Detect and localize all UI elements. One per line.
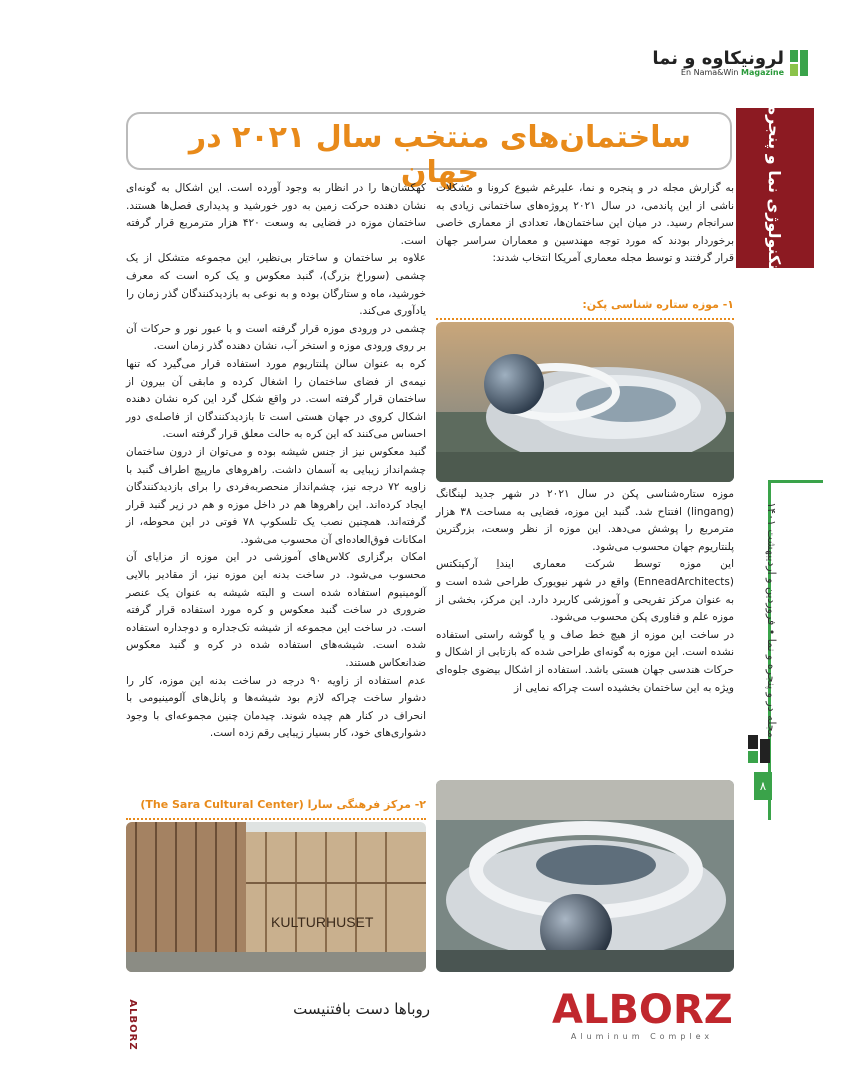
paragraph: امکان برگزاری کلاس‌های آموزشی در این موزه از مزایای آن محسوب می‌شود. در ساخت بدنه این موزه نیز، از مقادیر بالایی آلومینیوم استفاده شده است و البته شیشه به عنوان یک عنصر ضروری در ساخت گنبد معکوس و کره مورد استفاده قرار گرفته است. در ساخت این مجموعه از شیشه تک‌جداره و دوجداره استفاده شده است. شیشه‌های استفاده شده در کره و گنبد معکوس ضدانعکاس هستند. xyxy=(126,551,426,670)
section-tab-label: تکنولوژی نما و پنجره xyxy=(765,105,785,271)
caption-beijing-planetarium: ۱- موزه ستاره شناسی پکن: xyxy=(582,298,734,311)
caption-divider xyxy=(436,318,734,320)
logo-mark-icon xyxy=(790,50,810,76)
paragraph: کره به عنوان سالن پلنتاریوم مورد استفاده قرار می‌گیرد که تنها نیمه‌ی از فضای ساختمان را اشغال کرده و مابقی آن بیرون از ساختمان قرار گرفته است. در واقع شکل گرد این کره نشان دهنده اشکال کروی در جهان هستی است تا بازدیدکنندگان از فاصله‌ی دور احساس می‌کنند که این کره به حالت معلق قرار گرفته است. xyxy=(126,357,426,441)
paragraph: گنبد معکوس نیز از جنس شیشه بوده و می‌توان از درون ساختمان چشم‌انداز زیبایی به آسمان داشت. راهروهای مارپیچ اطراف گنبد با زاویه ۷۲ درجه نیز، چشم‌انداز منحصربه‌فردی را برای بازدیدکنندگان ایجاد کرده‌اند. این راهروها هم در داخل موزه و هم در زیر گنبد قرار گرفته‌اند. همچنین نصب یک تلسکوپ ۷۸ فوتی در این محوطه، از امکانات فوق‌العاده‌ای آن محسوب می‌شود. xyxy=(126,445,426,546)
paragraph: موزه ستاره‌شناسی پکن در سال ۲۰۲۱ در شهر جدید لینگانگ (lingang) افتتاح شد. گنبد این موزه، فضایی به مساحت ۳۸ هزار مترمربع را پوشش می‌دهد. این موزه از نظر وسعت، بزرگترین پلنتاریوم جهان محسوب می‌شود. xyxy=(436,488,735,553)
paragraph: چشمی در ورودی موزه قرار گرفته است و با عبور نور و حرکات آن بر روی ورودی موزه و استخر آب، نشان دهنده گذر زمان است. xyxy=(126,322,426,353)
alborz-small-logo: ALBORZ xyxy=(127,999,139,1051)
page-title: ساختمان‌های منتخب سال ۲۰۲۱ در جهان xyxy=(188,120,692,190)
logo-brand-fa: لرونیکاوه و نما xyxy=(652,48,784,69)
paragraph: عدم استفاده از زاویه ۹۰ درجه در ساخت بدنه این موزه، کار را دشوار ساخت چراکه لازم بود شیشه‌ها و پانل‌های آلومینیومی با انحراف در کنار هم چیده شوند. چیدمان چنین مجموعه‌ای با وجود دشواری‌های خود، کار بسیار زیبایی رقم زده است. xyxy=(126,674,426,740)
alborz-logo-tagline: Aluminum Complex xyxy=(570,1032,714,1041)
side-rule xyxy=(768,480,823,483)
alborz-logo-name: ALBORZ xyxy=(552,987,733,1033)
magazine-logo xyxy=(640,46,810,82)
paragraph: علاوه بر ساختمان و ساختار بی‌نظیر، این مجموعه متشکل از یک چشمی (سوراخ بزرگ)، گنبد معکوس و یک کره است که معرف خورشید، ماه و ستارگان بوده و به نوعی به بازدیدکنندگان گذر زمان را یادآوری می‌کند. xyxy=(126,252,426,318)
issue-info xyxy=(752,502,792,738)
sara-cultural-center-photo xyxy=(126,822,426,972)
right-column-text xyxy=(436,486,734,776)
intro-paragraph: به گزارش مجله در و پنجره و نما، علیرغم شیوع کرونا و مشکلات ناشی از این پاندمی، در سال ۲۰۲۱ پروژه‌های ساختمانی زیادی به سرانجام رسید. در میان این ساختمان‌ها، تعدادی از معماری خاصی برخوردار بودند که مورد توجه مهندسین و معماران سراسر جهان قرار گرفتند و توسط مجله معماری آمریکا انتخاب شدند: xyxy=(436,182,734,265)
window-logo-icon xyxy=(748,735,772,767)
planetarium-photo-2 xyxy=(436,780,734,972)
caption-sara-cultural-center: ۲- مرکز فرهنگی سارا (The Sara Cultural Center) xyxy=(140,798,426,811)
alborz-logo xyxy=(552,987,733,1050)
caption-divider xyxy=(126,818,426,820)
issue-info-label: مجله در و پنجره و نما • فروردین و اردیبهشت ۱۴۰۱ xyxy=(765,502,779,738)
title-box xyxy=(126,112,732,190)
planetarium-photo-1 xyxy=(436,322,734,482)
paragraph: در ساخت این موزه از هیچ خط صاف و یا گوشه راستی استفاده نشده است. این موزه به گونه‌ای طراحی شده که بازتابی از اشکال و حرکات هندسی جهان هستی باشد. استفاده از اشکال بیضوی جلوه‌ای ویژه به این ساختمان بخشیده است چراکه نمایی از xyxy=(436,628,734,694)
paragraph: این موزه توسط شرکت معماری اینداِ آرکیتکتس (EnneadArchitects) واقع در شهر نیویورک طراحی شده است و به عنوان مرکز تفریحی و آموزشی کاربرد دارد. این مرکز، بخشی از موزه علم و فناوری پکن محسوب می‌شود. xyxy=(436,558,734,624)
page-number: ۸ xyxy=(754,772,772,800)
paragraph: کهکشان‌ها را در انظار به وجود آورده است. این اشکال به گونه‌ای نشان دهنده حرکت زمین به دور خورشید و پدیداری فصل‌ها هستند. ساختمان موزه در فضایی به وسعت ۴۲۰ هزار مترمربع قرار گرفته است. xyxy=(126,182,426,247)
building-sign: KULTURHUSET xyxy=(271,914,374,930)
left-column-text xyxy=(126,180,426,780)
section-tab xyxy=(736,105,814,271)
logo-brand-en: En Nama&Win Magazine xyxy=(680,68,784,77)
footer-slogan: روباها دست بافتنیست xyxy=(293,1000,430,1018)
